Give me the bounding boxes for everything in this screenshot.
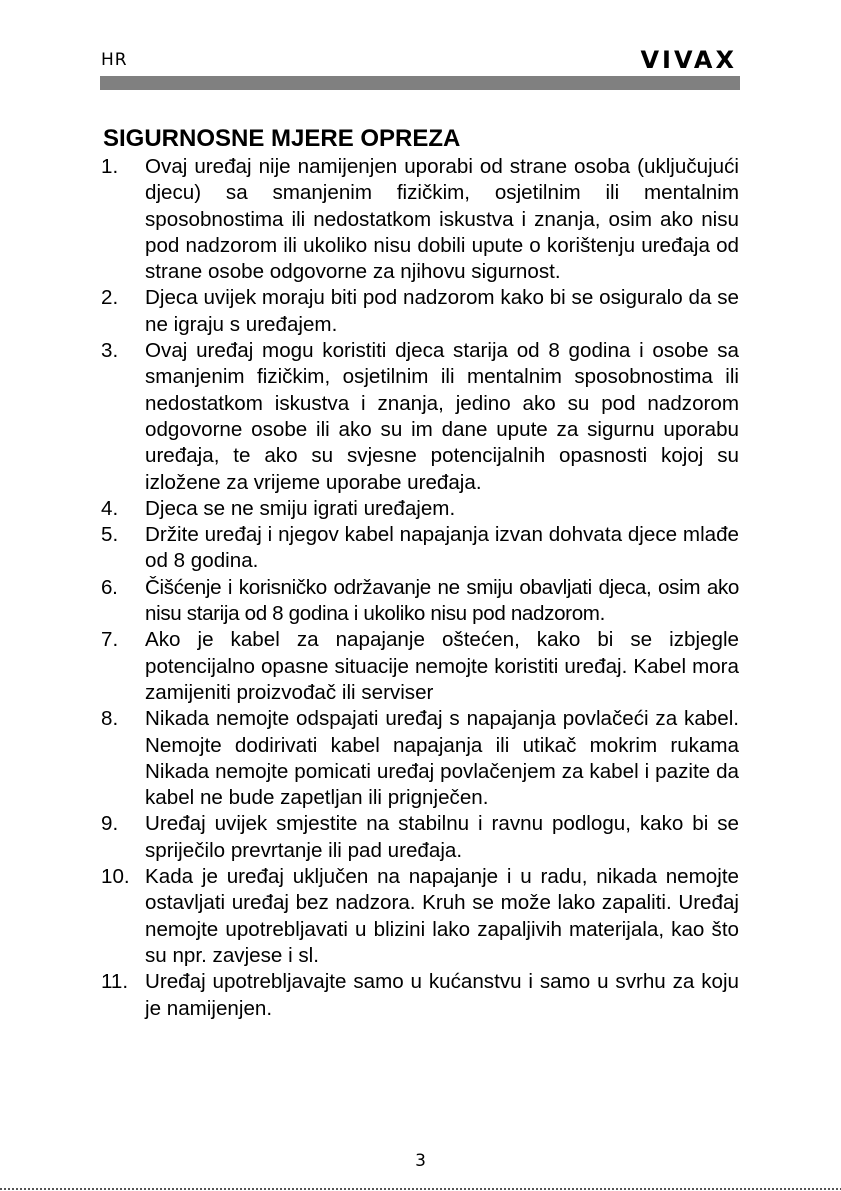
list-item [101, 864, 739, 969]
item-text: Djeca se ne smiju igrati uređajem. [145, 496, 456, 520]
item-number: 1. [101, 155, 119, 178]
item-text: Ako je kabel za napajanje oštećen, kako bi se izbjegle potencijalno opasne situacije nemojte koristiti uređaj. Kabel mora zamijeniti proizvođač ili serviser [145, 628, 739, 704]
item-text: Uređaj uvijek smjestite na stabilnu i ravnu podlogu, kako bi se spriječilo prevrtanje ili pad uređaja. [145, 812, 739, 862]
list-item [101, 627, 739, 706]
item-number: 9. [101, 812, 119, 836]
item-text: Kada je uređaj uključen na napajanje i u radu, nikada nemojte ostavljati uređaj bez nadzora. Kruh se može lako zapaliti. Uređaj nemojte upotrebljavati u blizini lako zapaljivih materijala, kao što su npr. zavjese i sl. [145, 865, 739, 967]
safety-list [101, 154, 739, 1022]
item-number: 2. [101, 286, 119, 310]
item-text: Čišćenje i korisničko održavanje ne smiju obavljati djeca, osim ako nisu starija od 8 godina i ukoliko nisu pod nadzorom. [145, 575, 739, 626]
item-text: Ovaj uređaj mogu koristiti djeca starija od 8 godina i osobe sa smanjenim fizičkim, osjetilnim ili mentalnim sposobnostima ili nedostatkom iskustva i znanja, jedino ako su pod nadzorom odgovorne osobe ili ako su im dane upute za sigurnu uporabu uređaja, te ako su svjesne potencijalnih opasnosti kojoj su izložene za vrijeme uporabe uređaja. [145, 339, 739, 494]
list-item [101, 496, 739, 522]
list-item [101, 154, 739, 285]
list-item [101, 575, 739, 628]
item-number: 7. [101, 628, 119, 652]
item-number: 4. [101, 496, 119, 520]
list-item [101, 811, 739, 864]
item-text: Držite uređaj i njegov kabel napajanja izvan dohvata djece mlađe od 8 godina. [145, 523, 739, 573]
page-bottom-edge [0, 1188, 841, 1190]
header-divider-bar [100, 76, 740, 90]
language-code: HR [101, 50, 128, 70]
item-number: 5. [101, 523, 119, 547]
item-number: 6. [101, 575, 118, 599]
list-item [101, 338, 739, 496]
brand-logo: VIVAX [640, 46, 737, 74]
item-number: 3. [101, 339, 119, 363]
page-number: 3 [415, 1151, 426, 1171]
item-number: 8. [101, 707, 119, 731]
item-text: Uređaj upotrebljavajte samo u kućanstvu i samo u svrhu za koju je namijenjen. [145, 970, 739, 1020]
list-item [101, 522, 739, 575]
item-text: Ovaj uređaj nije namijenjen uporabi od strane osoba (uključujući djecu) sa smanjenim fizičkim, osjetilnim ili mentalnim sposobnostima ili nedostatkom iskustva i znanja, osim ako nisu pod nadzorom ili ukoliko nisu dobili upute o korištenju uređaja od strane osobe odgovorne za njihovu sigurnost. [145, 155, 739, 284]
list-item [101, 969, 739, 1022]
section-title: SIGURNOSNE MJERE OPREZA [103, 125, 461, 152]
list-item [101, 285, 739, 338]
item-number: 11. [101, 970, 129, 994]
list-item [101, 706, 739, 811]
item-text: Djeca uvijek moraju biti pod nadzorom kako bi se osiguralo da se ne igraju s uređajem. [145, 286, 739, 336]
item-number: 10. [101, 865, 130, 889]
item-text: Nikada nemojte odspajati uređaj s napajanja povlačeći za kabel. Nemojte dodirivati kabel napajanja ili utikač mokrim rukama Nikada nemojte pomicati uređaj povlačenjem za kabel i pazite da kabel ne bude zapetljan ili prignječen. [145, 707, 739, 810]
